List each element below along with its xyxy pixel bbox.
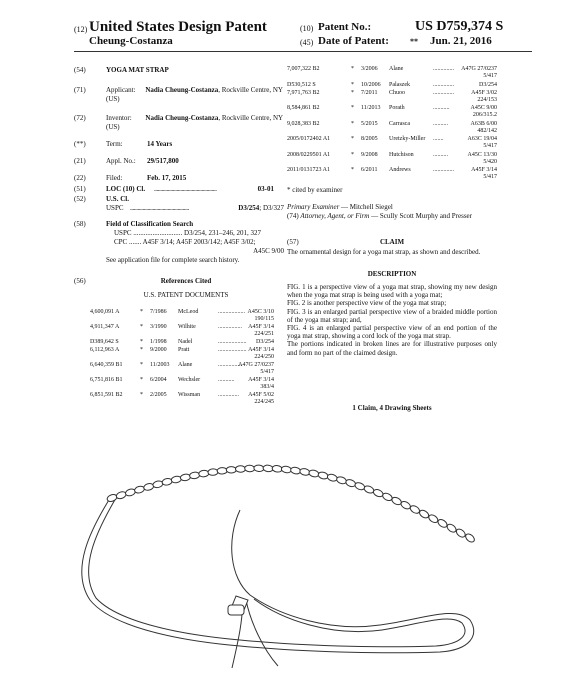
claim-code: (57): [287, 238, 299, 246]
reference-row: [90, 309, 300, 323]
header-code: (12): [74, 25, 88, 34]
leader-dots: ..............: [433, 81, 454, 88]
inventor-name: Nadia Cheung-Costanza: [145, 114, 219, 122]
reference-number: 9,028,383 B2: [287, 120, 320, 127]
leader-dots: ..............: [433, 89, 454, 96]
reference-number: 2011/0131723 A1: [287, 167, 330, 173]
reference-inventor: Chuoo: [389, 89, 406, 96]
reference-subclass: 482/142: [477, 127, 497, 134]
reference-subclass: 224/153: [477, 96, 497, 103]
fig4-description: FIG. 4 is an enlarged partial perspective view of an end portion of the yoga mat strap, showing a cord lock of the yoga mat strap.: [287, 324, 497, 341]
reference-class: A47G 27/0237: [461, 66, 497, 72]
reference-class: A45F 5/02: [248, 392, 274, 398]
design-title: YOGA MAT STRAP: [106, 66, 169, 74]
reference-class: D3/254: [256, 339, 274, 345]
reference-mark: *: [140, 347, 143, 353]
braid-link: [171, 476, 182, 484]
reference-inventor: Porath: [389, 105, 405, 111]
reference-date: 10/2006: [361, 81, 381, 88]
reference-row: [287, 167, 497, 181]
loc-label: LOC (10) Cl.: [106, 185, 146, 193]
leader-dots: ................: [218, 324, 242, 330]
field-code: (22): [74, 174, 86, 182]
reference-subclass: 5/417: [483, 73, 497, 79]
reference-number: 6,751,816 B1: [90, 377, 123, 383]
appl-no-field: [74, 157, 274, 167]
reference-number: 8,584,861 B2: [287, 105, 320, 111]
claim-heading: CLAIM: [379, 238, 405, 246]
reference-date: 7/2011: [361, 89, 378, 96]
reference-mark: *: [140, 377, 143, 383]
primary-examiner: — Mitchell Siegel: [339, 203, 393, 211]
filed-label: Filed:: [106, 174, 123, 182]
reference-number: 4,600,091 A: [90, 309, 120, 315]
reference-date: 5/2015: [361, 120, 378, 127]
braid-link: [327, 473, 338, 482]
field-code: (56): [74, 277, 86, 285]
attorney-code: (74): [287, 211, 299, 220]
field-code: (51): [74, 185, 86, 193]
reference-class: A45F 3/14: [248, 347, 274, 353]
leader-dots: ...........: [218, 377, 235, 383]
reference-number: 6,640,359 B1: [90, 362, 123, 368]
inventor-short-name: Cheung-Costanza: [89, 35, 173, 47]
leader-dots: .......: [433, 136, 444, 142]
fig1-description: FIG. 1 is a perspective view of a yoga mat strap, showing my new design when the yoga mat strap is being used with a yoga mat;: [287, 283, 497, 300]
loc-field: [74, 185, 284, 195]
inventor-field: [74, 114, 284, 134]
reference-row: [287, 121, 497, 135]
reference-row: [90, 347, 300, 361]
title-field: [74, 66, 274, 76]
leader-dots: ..................: [218, 309, 245, 315]
filed-date: Feb. 17, 2015: [147, 174, 187, 182]
reference-inventor: Wechsler: [178, 377, 201, 383]
reference-inventor: Wilhite: [178, 324, 196, 330]
braid-link: [226, 467, 236, 473]
reference-number: 2008/0229501 A1: [287, 151, 331, 158]
braid-link: [143, 483, 154, 492]
inventor-label: Inventor:: [106, 114, 132, 122]
reference-subclass: 224/251: [254, 331, 274, 337]
field-code: (72): [74, 114, 86, 122]
reference-mark: *: [140, 339, 143, 345]
reference-date: 11/2003: [150, 362, 170, 368]
braid-link: [336, 476, 348, 485]
reference-mark: *: [140, 392, 143, 398]
reference-row: [287, 90, 497, 104]
date-code: (45): [300, 38, 314, 47]
uspc-rest: ; D3/327: [259, 204, 284, 212]
patent-date: Jun. 21, 2016: [430, 35, 492, 47]
braid-link: [217, 467, 227, 474]
reference-row: [287, 82, 497, 89]
search-cpc-cont: A45C 9/00: [253, 247, 284, 255]
reference-number: 6,112,963 A: [90, 347, 120, 353]
leader-dots: ...................: [218, 339, 247, 345]
inventor-location: , Rockville Centre, NY (US): [106, 114, 283, 131]
reference-number: 7,007,322 B2: [287, 66, 320, 72]
reference-mark: *: [140, 324, 143, 330]
reference-number: D530,512 S: [287, 81, 316, 88]
reference-subclass: 5/420: [483, 158, 497, 165]
uscl-label: U.S. Cl.: [106, 195, 129, 203]
reference-class: A63C 19/04: [467, 136, 497, 142]
attorney-label: Attorney, Agent, or Firm: [300, 211, 370, 220]
reference-inventor: Pratt: [178, 347, 190, 353]
reference-row: [287, 66, 497, 80]
reference-subclass: 383/4: [260, 384, 274, 390]
leader-dots: ..................................................: [154, 185, 217, 193]
reference-class: A45F 3/14: [248, 377, 274, 383]
field-code: (58): [74, 220, 86, 228]
reference-number: 4,911,347 A: [90, 324, 120, 330]
reference-class: A45C 13/30: [467, 151, 497, 158]
reference-inventor: Hutchison: [389, 151, 414, 158]
reference-mark: *: [351, 167, 354, 173]
reference-row: [90, 392, 300, 406]
search-field: [74, 220, 284, 270]
applicant-field: [74, 86, 284, 106]
braid-link: [235, 466, 245, 473]
applicant-name: Nadia Cheung-Costanza: [145, 86, 219, 94]
search-label: Field of Classification Search: [106, 220, 194, 228]
reference-date: 3/2006: [361, 66, 378, 72]
reference-number: 2005/0172402 A1: [287, 136, 331, 142]
uscl-field: [74, 195, 284, 215]
reference-mark: *: [140, 362, 143, 368]
leader-dots: ..............: [433, 167, 454, 173]
braid-link: [254, 465, 264, 472]
field-code: (21): [74, 157, 86, 165]
reference-class: A47G 27/0237: [238, 362, 274, 368]
search-note: See application file for complete search history.: [106, 256, 240, 264]
reference-mark: *: [140, 309, 143, 315]
patent-no-code: (10): [300, 24, 314, 33]
reference-date: 8/2005: [361, 136, 378, 142]
reference-class: A45C 9/00: [470, 105, 497, 111]
term-field: [74, 140, 274, 150]
reference-class: D3/254: [479, 81, 497, 88]
reference-subclass: 5/417: [260, 369, 274, 375]
reference-row: [287, 136, 497, 150]
reference-row: [90, 362, 300, 376]
reference-number: 7,971,763 B2: [287, 89, 320, 96]
examiner-block: [287, 203, 497, 220]
leader-dots: ..........: [433, 120, 448, 127]
braid-link: [455, 527, 467, 538]
broken-lines-note: The portions indicated in broken lines are for illustrative purposes only and form no part of the claimed design.: [287, 340, 497, 357]
reference-mark: *: [351, 136, 354, 142]
date-mark: **: [410, 37, 418, 46]
reference-number: D389,642 S: [90, 339, 119, 345]
leader-dots: ...........: [433, 105, 450, 111]
search-cpc: CPC ....... A45F 3/14; A45F 2003/142; A45F 3/02;: [114, 238, 256, 246]
references-heading: References Cited: [160, 277, 212, 285]
reference-mark: *: [351, 151, 354, 158]
reference-date: 6/2011: [361, 167, 378, 173]
reference-date: 3/1990: [150, 324, 167, 330]
term-label: Term:: [106, 140, 123, 148]
braid-link: [134, 485, 145, 494]
description-body: [287, 283, 497, 357]
reference-row: [287, 105, 497, 119]
braid-link: [180, 474, 191, 482]
patent-type-title: United States Design Patent: [89, 19, 267, 35]
field-code: (**): [74, 140, 86, 148]
reference-number: 6,851,591 B2: [90, 392, 123, 398]
strap-end-right: [246, 600, 278, 666]
reference-date: 11/2013: [361, 105, 381, 111]
reference-inventor: Andrews: [389, 167, 411, 173]
leader-dots: ...................: [218, 347, 247, 353]
reference-class: A45F 3/14: [471, 167, 497, 173]
header-divider: [74, 51, 532, 52]
term-value: 14 Years: [147, 140, 173, 148]
reference-subclass: 224/245: [254, 399, 274, 405]
us-patent-documents-heading: U.S. PATENT DOCUMENTS: [143, 291, 229, 299]
applicant-label: Applicant:: [106, 86, 136, 94]
reference-date: 9/2008: [361, 151, 378, 158]
reference-date: 9/2000: [150, 347, 167, 353]
reference-date: 7/1986: [150, 309, 167, 315]
attorney-firm: — Scully Scott Murphy and Presser: [369, 211, 472, 220]
patent-number: US D759,374 S: [415, 19, 504, 34]
reference-inventor: Alane: [178, 362, 193, 368]
uspc-label: USPC: [106, 204, 124, 212]
fig2-description: FIG. 2 is another perspective view of the yoga mat strap;: [287, 299, 447, 308]
reference-inventor: Alane: [389, 66, 404, 72]
search-uspc: USPC ............................ D3/254, 231–246, 201, 327: [114, 229, 262, 237]
reference-subclass: 190/115: [254, 316, 274, 322]
braid-link: [308, 469, 319, 478]
field-code: (54): [74, 66, 86, 74]
reference-mark: *: [351, 89, 354, 96]
braid-link: [208, 469, 218, 476]
reference-date: 2/2005: [150, 392, 167, 398]
reference-inventor: Palaszek: [389, 81, 410, 88]
field-code: (71): [74, 86, 86, 94]
uspc-main: D3/254: [238, 204, 260, 212]
reference-inventor: Uretzky-Miller: [389, 136, 426, 142]
braided-middle-portion: [106, 465, 476, 544]
braid-link: [464, 532, 476, 543]
reference-subclass: 206/315.2: [472, 112, 497, 118]
braid-link: [199, 470, 209, 477]
braid-link: [427, 513, 439, 524]
leader-dots: ..............: [218, 392, 239, 398]
reference-row: [287, 152, 497, 166]
reference-mark: *: [351, 120, 354, 127]
loc-value: 03-01: [257, 185, 274, 193]
filed-field: [74, 174, 274, 184]
cord-lock-body: [228, 605, 244, 615]
description-heading: DESCRIPTION: [367, 270, 417, 278]
braid-link: [437, 518, 449, 529]
reference-subclass: 5/417: [483, 174, 497, 180]
leader-dots: ................: [218, 362, 242, 368]
reference-inventor: McLeod: [178, 309, 199, 315]
appl-number: 29/517,800: [147, 157, 179, 165]
reference-subclass: 5/417: [483, 143, 497, 149]
reference-mark: *: [351, 81, 354, 88]
braid-link: [189, 472, 200, 479]
reference-row: [90, 377, 300, 391]
reference-class: A45F 3/14: [248, 324, 274, 330]
yoga-mat-strap-drawing: [0, 420, 569, 681]
fig3-description: FIG. 3 is an enlarged partial perspective view of a braided middle portion of the yoga mat strap; and,: [287, 307, 497, 324]
braid-link: [446, 523, 458, 534]
reference-subclass: 224/250: [254, 354, 274, 360]
strap-cord-inner: [89, 498, 465, 647]
appl-label: Appl. No.:: [106, 157, 136, 165]
reference-date: 6/2004: [150, 377, 167, 383]
claims-count: 1 Claim, 4 Drawing Sheets: [352, 404, 432, 412]
reference-date: 1/1998: [150, 339, 167, 345]
reference-mark: *: [351, 66, 354, 72]
date-label: Date of Patent:: [318, 35, 389, 47]
leader-dots: ..............: [433, 66, 454, 72]
reference-class: A45F 3/02: [471, 89, 497, 96]
braid-link: [162, 478, 173, 486]
braid-link: [317, 471, 328, 480]
reference-row: [90, 324, 300, 338]
reference-mark: *: [351, 105, 354, 111]
claim-text: The ornamental design for a yoga mat strap, as shown and described.: [287, 248, 481, 256]
primary-examiner-label: Primary Examiner: [287, 203, 340, 211]
reference-inventor: Nadel: [178, 339, 193, 345]
reference-inventor: Wissman: [178, 392, 201, 398]
cited-by-examiner-note: * cited by examiner: [287, 186, 343, 194]
leader-dots: ...............................................: [130, 204, 189, 212]
braid-link: [115, 491, 127, 500]
reference-inventor: Carrasca: [389, 120, 410, 127]
braid-link: [363, 485, 375, 495]
leader-dots: ..........: [433, 151, 448, 158]
braid-link: [245, 465, 255, 472]
field-code: (52): [74, 195, 86, 203]
patent-no-label: Patent No.:: [318, 21, 372, 33]
reference-class: A45C 3/10: [247, 309, 274, 315]
reference-class: A63B 6/00: [470, 120, 497, 127]
braid-link: [152, 480, 163, 488]
strap-cord-outer: [82, 495, 474, 653]
reference-row: [90, 339, 300, 346]
applicant-location: , Rockville Centre, NY (US): [106, 86, 283, 103]
